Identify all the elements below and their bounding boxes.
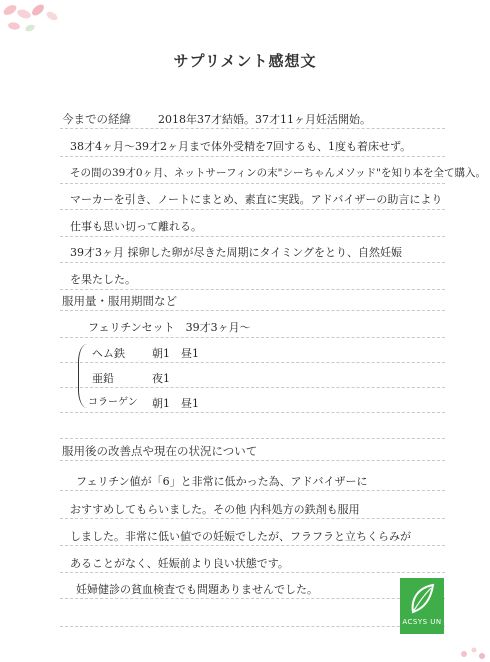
results-line: フェリチン値が「6」と非常に低かった為、アドバイザーに — [76, 475, 368, 488]
history-line: 38才4ヶ月～39才2ヶ月まで体外受精を7回するも、1度も着床せず。 — [70, 140, 412, 153]
results-line: しました。非常に低い値での妊娠でしたが、フラフラと立ちくらみが — [70, 530, 411, 543]
results-line: あることがなく、妊娠前より良い状態です。 — [70, 557, 289, 570]
history-line: その間の39才0ヶ月、ネットサーフィンの末"シーちゃんメソッド"を知り本を全て購入。 — [70, 167, 486, 179]
history-line: 2018年37才結婚。37才11ヶ月妊活開始。 — [158, 113, 371, 126]
history-line: 仕事も思い切って離れる。 — [70, 220, 202, 233]
history-line: 39才3ヶ月 採卵した卵が尽きた周期にタイミングをとり、自然妊娠 — [70, 246, 403, 259]
leaf-icon — [407, 582, 437, 616]
page-title: サプリメント感想文 — [173, 52, 317, 70]
results-heading: 服用後の改善点や現在の状況について — [62, 444, 258, 458]
history-line: を果たした。 — [70, 273, 136, 286]
product-name: フェリチンセット 39才3ヶ月～ — [88, 321, 251, 334]
pink-dots-decoration — [450, 638, 490, 662]
supplement-name: ヘム鉄 — [92, 347, 125, 360]
supplement-name: コラーゲン — [88, 397, 138, 408]
supplement-dose: 朝1 昼1 — [152, 397, 199, 410]
results-line: 妊婦健診の貧血検査でも問題ありませんでした。 — [76, 583, 318, 596]
supplement-name: 亜鉛 — [92, 372, 114, 385]
bracket-decoration — [78, 344, 87, 408]
logo-text: ACSYS UN — [402, 618, 442, 626]
history-heading: 今までの経緯 — [62, 112, 131, 126]
results-line: おすすめしてもらいました。その他 内科処方の鉄剤も服用 — [70, 503, 360, 516]
brand-logo — [400, 578, 444, 634]
history-line: マーカーを引き、ノートにまとめ、素直に実践。アドバイザーの助言により — [70, 193, 443, 206]
dosage-heading: 服用量・服用期間など — [62, 294, 177, 308]
supplement-dose: 夜1 — [152, 372, 170, 385]
supplement-dose: 朝1 昼1 — [152, 347, 199, 360]
